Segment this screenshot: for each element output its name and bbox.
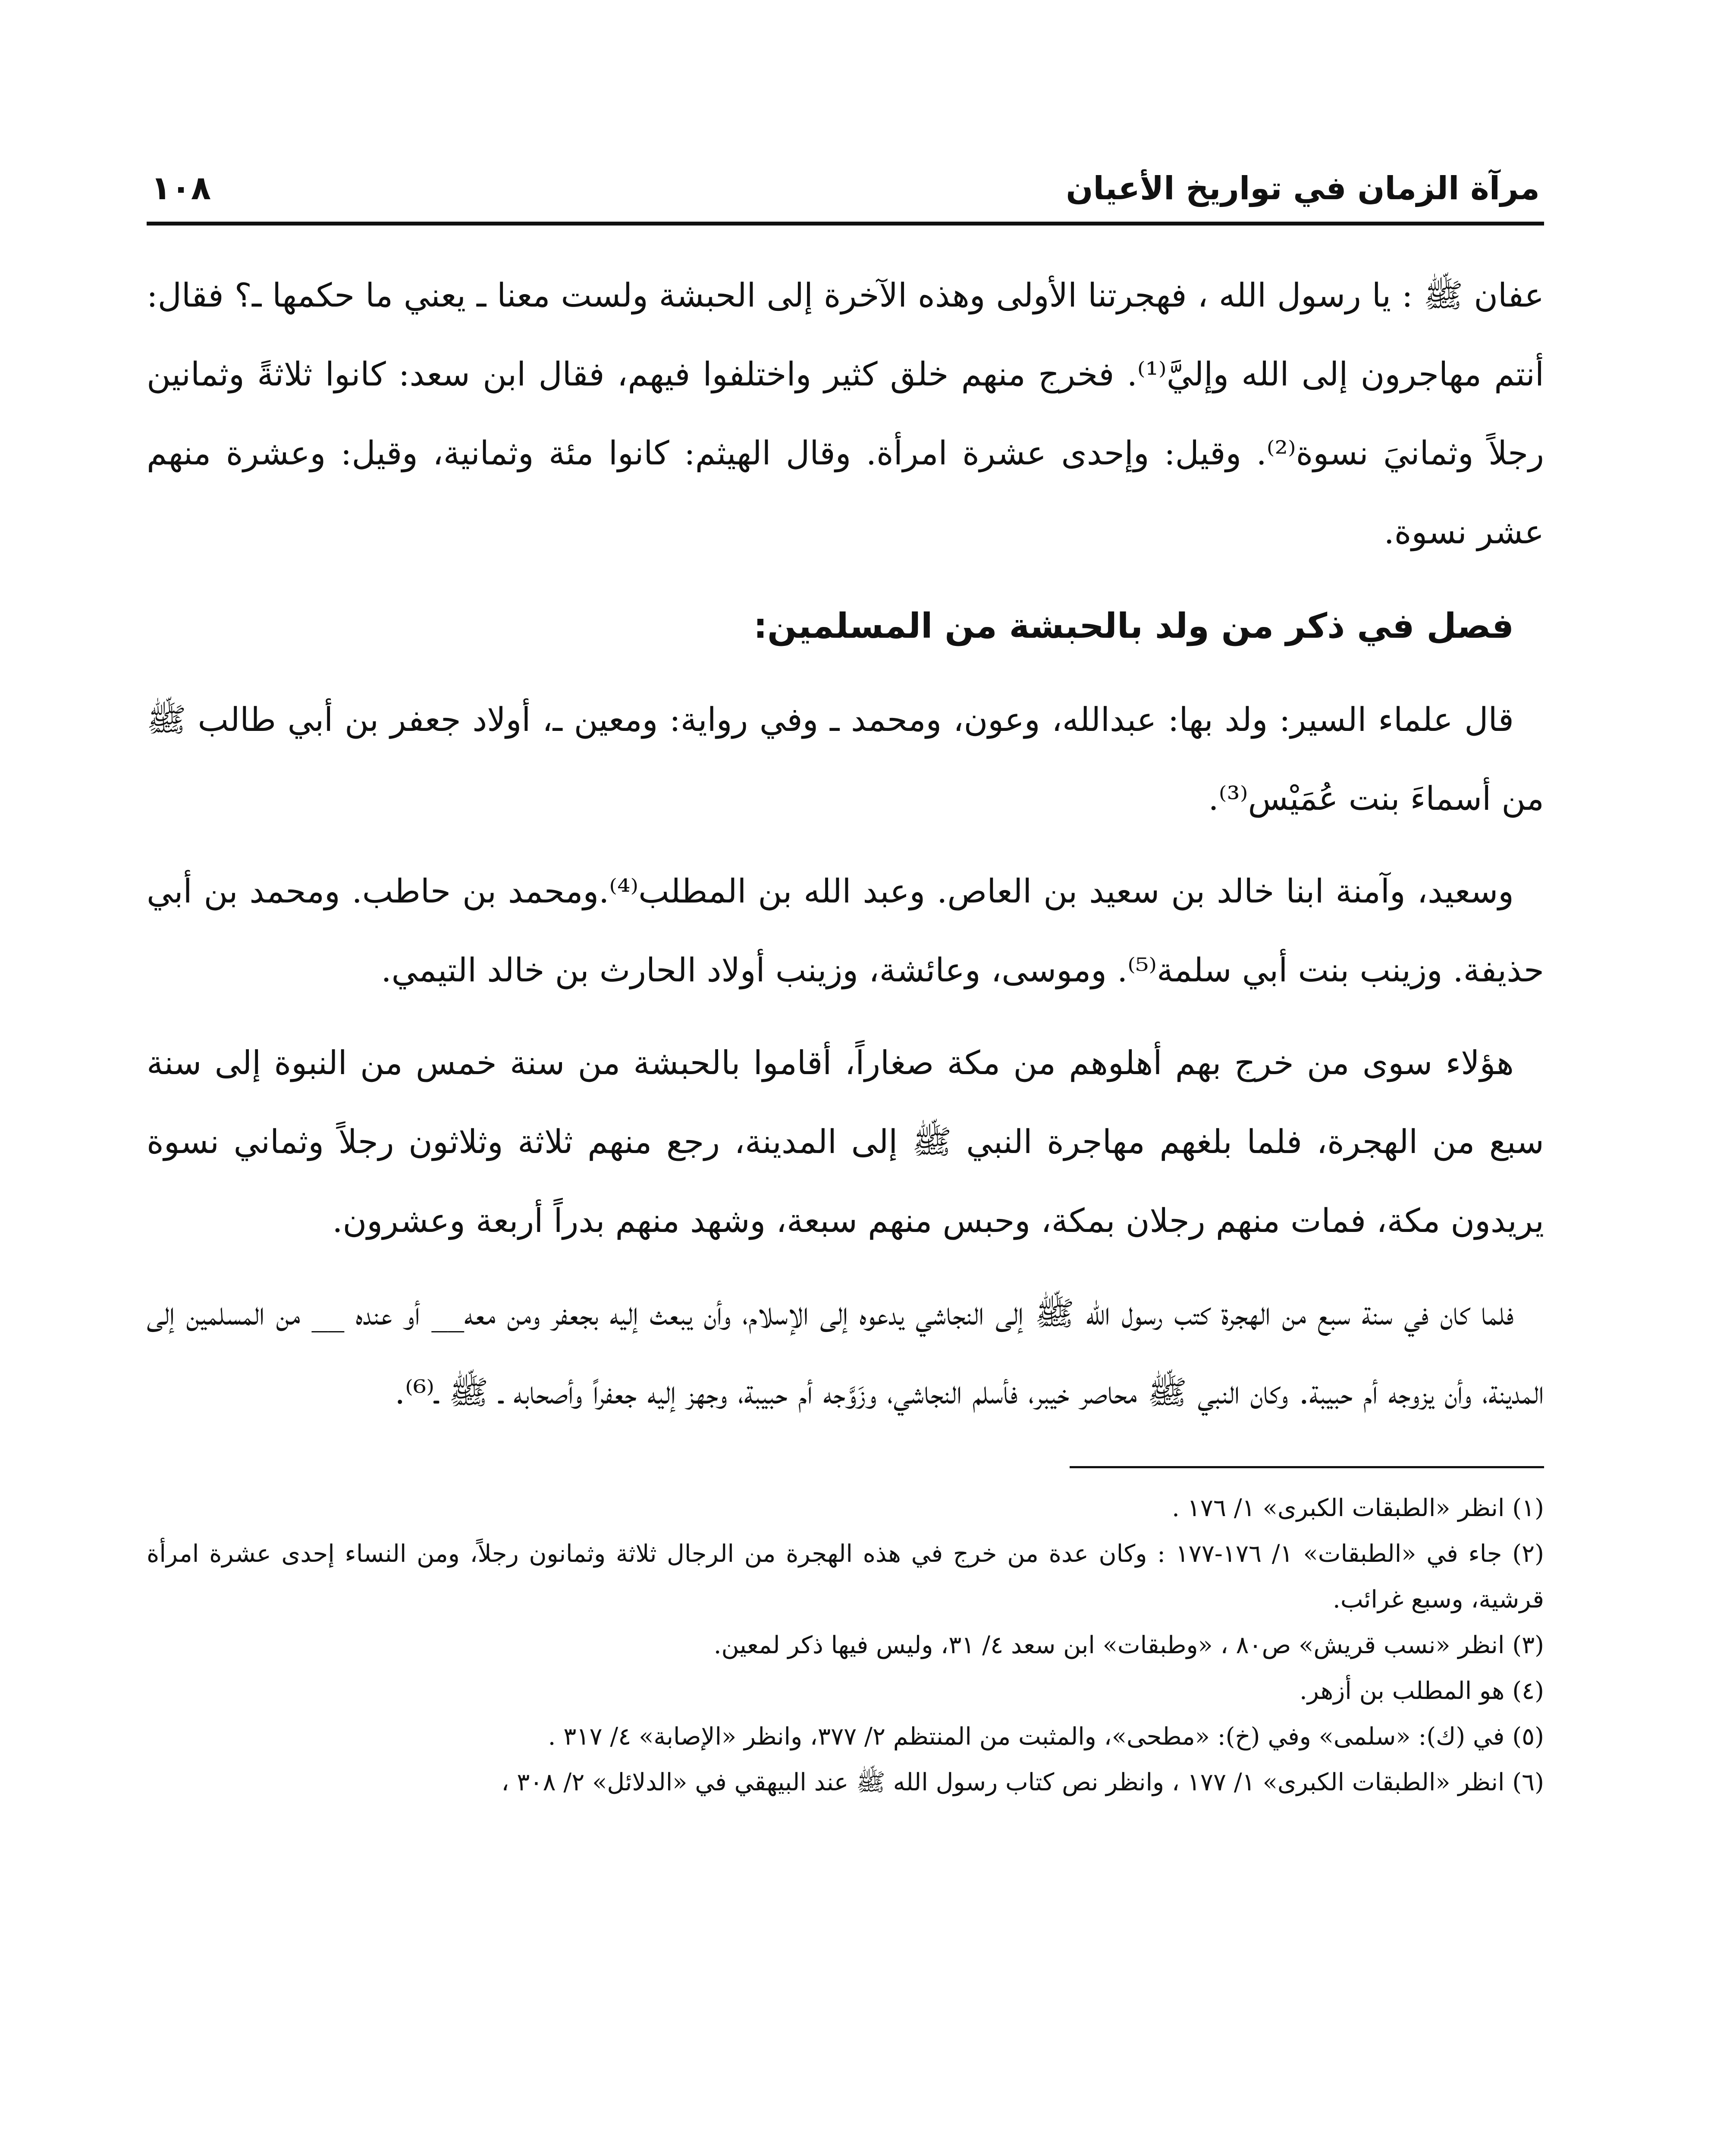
footnote-1: (١) انظر «الطبقات الكبرى» ١/ ١٧٦ .	[1172, 1494, 1544, 1522]
body-text	[147, 256, 1544, 1432]
running-title: مرآة الزمان في تواريخ الأعيان	[1066, 170, 1540, 207]
header-rule	[147, 222, 1544, 226]
paragraph-1: عفان ﷺ : يا رسول الله ، فهجرتنا الأولى وهذه الآخرة إلى الحبشة ولست معنا ـ يعني ما حكمها ـ؟ فقال: أنتم مهاجرون إلى الله وإليَّ⁽¹⁾. فخرج منهم خلق كثير واختلفوا فيهم، فقال ابن سعد: كانوا ثلاثةً وثمانين رجلاً وثمانيَ نسوة⁽²⁾. وقيل: وإحدى عشرة امرأة. وقال الهيثم: كانوا مئة وثمانية، وقيل: وعشرة منهم عشر نسوة.	[147, 276, 1544, 551]
page-number: ١٠٨	[151, 169, 211, 207]
paragraph-2: قال علماء السير: ولد بها: عبدالله، وعون، ومحمد ـ وفي رواية: ومعين ـ، أولاد جعفر بن أبي طالب ﷺ من أسماءَ بنت عُمَيْس⁽³⁾.	[147, 700, 1544, 818]
paragraph-3: وسعيد، وآمنة ابنا خالد بن سعيد بن العاص. وعبد الله بن المطلب⁽⁴⁾.ومحمد بن حاطب. ومحمد بن أبي حذيفة. وزينب بنت أبي سلمة⁽⁵⁾. وموسى، وعائشة، وزينب أولاد الحارث بن خالد التيمي.	[147, 872, 1544, 989]
footnote-3: (٣) انظر «نسب قريش» ص٨٠ ، «وطبقات» ابن سعد ٤/ ٣١، وليس فيها ذكر لمعين.	[713, 1631, 1544, 1659]
book-page	[147, 142, 1544, 1805]
footnote-2: (٢) جاء في «الطبقات» ١/ ١٧٦-١٧٧ : وكان عدة من خرج في هذه الهجرة من الرجال ثلاثة وثمانون رجلاً، ومن النساء إحدى عشرة امرأة قرشية، وسبع غرائب.	[147, 1540, 1544, 1614]
footnote-4: (٤) هو المطلب بن أزهر.	[1300, 1677, 1544, 1705]
footnote-5: (٥) في (ك): «سلمى» وفي (خ): «مطحى»، والمثبت من المنتظم ٢/ ٣٧٧، وانظر «الإصابة» ٤/ ٣١٧ .	[548, 1723, 1544, 1751]
paragraph-5: فلما كان في سنة سبع من الهجرة كتب رسول الله ﷺ إلى النجاشي يدعوه إلى الإسلام، وأن يبعث إليه بجعفر ومن معه__ أو عنده __ من المسلمين إلى المدينة، وأن يزوجه أم حبيبة. وكان النبي ﷺ محاصر خيبر، فأسلم النجاشي، وزَوَّجه أم حبيبة، وجهز إليه جعفراً وأصحابه ـ ﷺ ـ⁽⁶⁾.	[147, 1294, 1544, 1411]
footnote-rule	[1070, 1466, 1544, 1468]
footnote-6: (٦) انظر «الطبقات الكبرى» ١/ ١٧٧ ، وانظر نص كتاب رسول الله ﷺ عند البيهقي في «الدلائل» ٢/ ٣٠٨ ،	[501, 1768, 1544, 1796]
footnotes	[147, 1485, 1544, 1805]
paragraph-4: هؤلاء سوى من خرج بهم أهلوهم من مكة صغاراً، أقاموا بالحبشة من سنة خمس من النبوة إلى سنة سبع من الهجرة، فلما بلغهم مهاجرة النبي ﷺ إلى المدينة، رجع منهم ثلاثة وثلاثون رجلاً وثماني نسوة يريدون مكة، فمات منهم رجلان بمكة، وحبس منهم سبعة، وشهد منهم بدراً أربعة وعشرون.	[147, 1044, 1544, 1240]
section-heading: فصل في ذكر من ولد بالحبشة من المسلمين:	[753, 606, 1514, 646]
page-header	[147, 142, 1544, 207]
